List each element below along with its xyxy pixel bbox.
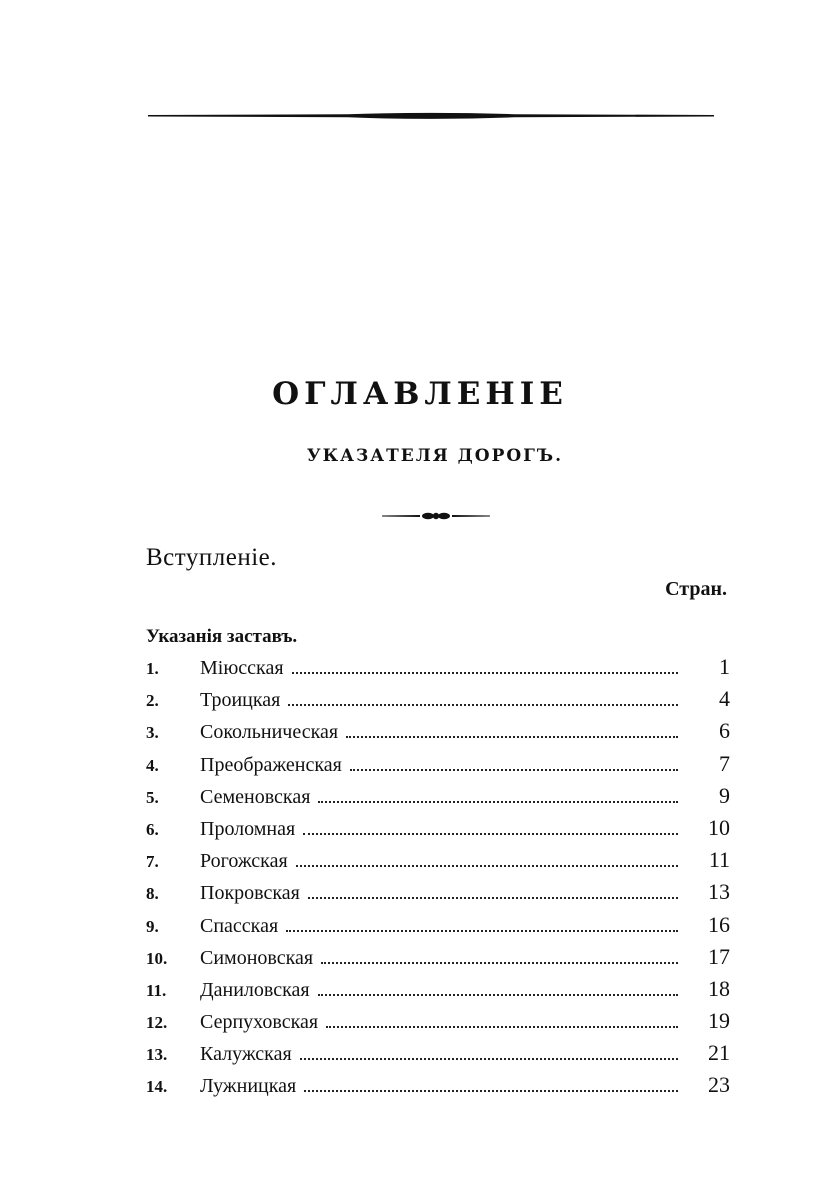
toc-entry-1[interactable] (140, 654, 730, 686)
entry-page: 4 (719, 686, 730, 712)
entry-name: Серпуховская (200, 1011, 319, 1034)
entry-number: 10. (146, 948, 168, 968)
entry-page: 23 (708, 1072, 730, 1098)
toc-entry-2[interactable] (140, 686, 730, 718)
toc-entry-12[interactable] (140, 1008, 730, 1040)
dot-leader (304, 1090, 678, 1092)
entry-number: 3. (146, 723, 159, 743)
toc-list (140, 654, 730, 1105)
introduction-heading: Вступленіе. (146, 544, 277, 571)
dot-leader (346, 736, 678, 738)
entry-number: 11. (146, 980, 167, 1000)
entry-name: Спасская (200, 914, 279, 937)
dot-leader (296, 865, 678, 867)
dot-leader (286, 930, 678, 932)
entry-name: Семеновская (200, 785, 311, 808)
toc-entry-8[interactable] (140, 879, 730, 911)
entry-page: 16 (708, 911, 730, 937)
entry-number: 9. (146, 916, 159, 936)
top-decorative-rule (148, 110, 714, 122)
entry-name: Лужницкая (200, 1075, 297, 1098)
entry-name: Троицкая (200, 689, 281, 712)
dot-leader (318, 801, 678, 803)
page-subtitle: УКАЗАТЕЛЯ ДОРОГЪ. (306, 446, 564, 466)
entry-page: 11 (708, 847, 730, 873)
toc-entry-14[interactable] (140, 1072, 730, 1104)
page-title: ОГЛАВЛЕНІЕ (272, 376, 568, 412)
toc-entry-13[interactable] (140, 1040, 730, 1072)
entry-number: 5. (146, 787, 159, 807)
dot-leader (308, 897, 678, 899)
entry-page: 9 (719, 782, 730, 808)
entry-page: 1 (719, 654, 730, 679)
entry-number: 4. (146, 755, 159, 775)
entry-number: 6. (146, 819, 159, 839)
entry-page: 13 (708, 879, 730, 905)
entry-name: Покровская (200, 882, 300, 905)
entry-name: Рогожская (200, 850, 288, 873)
dot-leader (321, 962, 678, 964)
entry-name: Міюсская (200, 657, 284, 679)
dot-leader (303, 833, 678, 835)
entry-name: Симоновская (200, 946, 314, 969)
entry-page: 19 (708, 1008, 730, 1034)
entry-number: 12. (146, 1013, 168, 1033)
section-heading: Указанія заставъ. (146, 626, 298, 647)
dot-leader (300, 1058, 678, 1060)
entry-page: 17 (708, 943, 730, 969)
entry-page: 18 (708, 975, 730, 1001)
toc-entry-7[interactable] (140, 847, 730, 879)
toc-entry-9[interactable] (140, 912, 730, 944)
toc-entry-10[interactable] (140, 944, 730, 976)
entry-page: 6 (719, 718, 730, 744)
entry-number: 1. (146, 659, 159, 678)
toc-entry-6[interactable] (140, 815, 730, 847)
entry-name: Сокольническая (200, 721, 339, 744)
entry-name: Проломная (200, 817, 296, 840)
entry-page: 21 (708, 1040, 730, 1066)
entry-number: 13. (146, 1045, 168, 1065)
entry-name: Преображенская (200, 753, 342, 776)
dot-leader (288, 704, 678, 706)
dot-leader (318, 994, 678, 996)
toc-entry-5[interactable] (140, 783, 730, 815)
entry-number: 7. (146, 852, 159, 872)
entry-page: 10 (708, 814, 730, 840)
entry-page: 7 (719, 750, 730, 776)
entry-name: Даниловская (200, 978, 310, 1001)
toc-entry-3[interactable] (140, 718, 730, 750)
entry-name: Калужская (200, 1043, 292, 1066)
dot-leader (326, 1026, 678, 1028)
entry-number: 8. (146, 884, 159, 904)
entry-number: 14. (146, 1077, 168, 1097)
page-column-label: Стран. (665, 578, 727, 600)
toc-entry-4[interactable] (140, 751, 730, 783)
dot-leader (350, 769, 678, 771)
toc-entry-11[interactable] (140, 976, 730, 1008)
ornament-divider (382, 510, 490, 522)
entry-number: 2. (146, 691, 159, 711)
dot-leader (292, 672, 678, 674)
